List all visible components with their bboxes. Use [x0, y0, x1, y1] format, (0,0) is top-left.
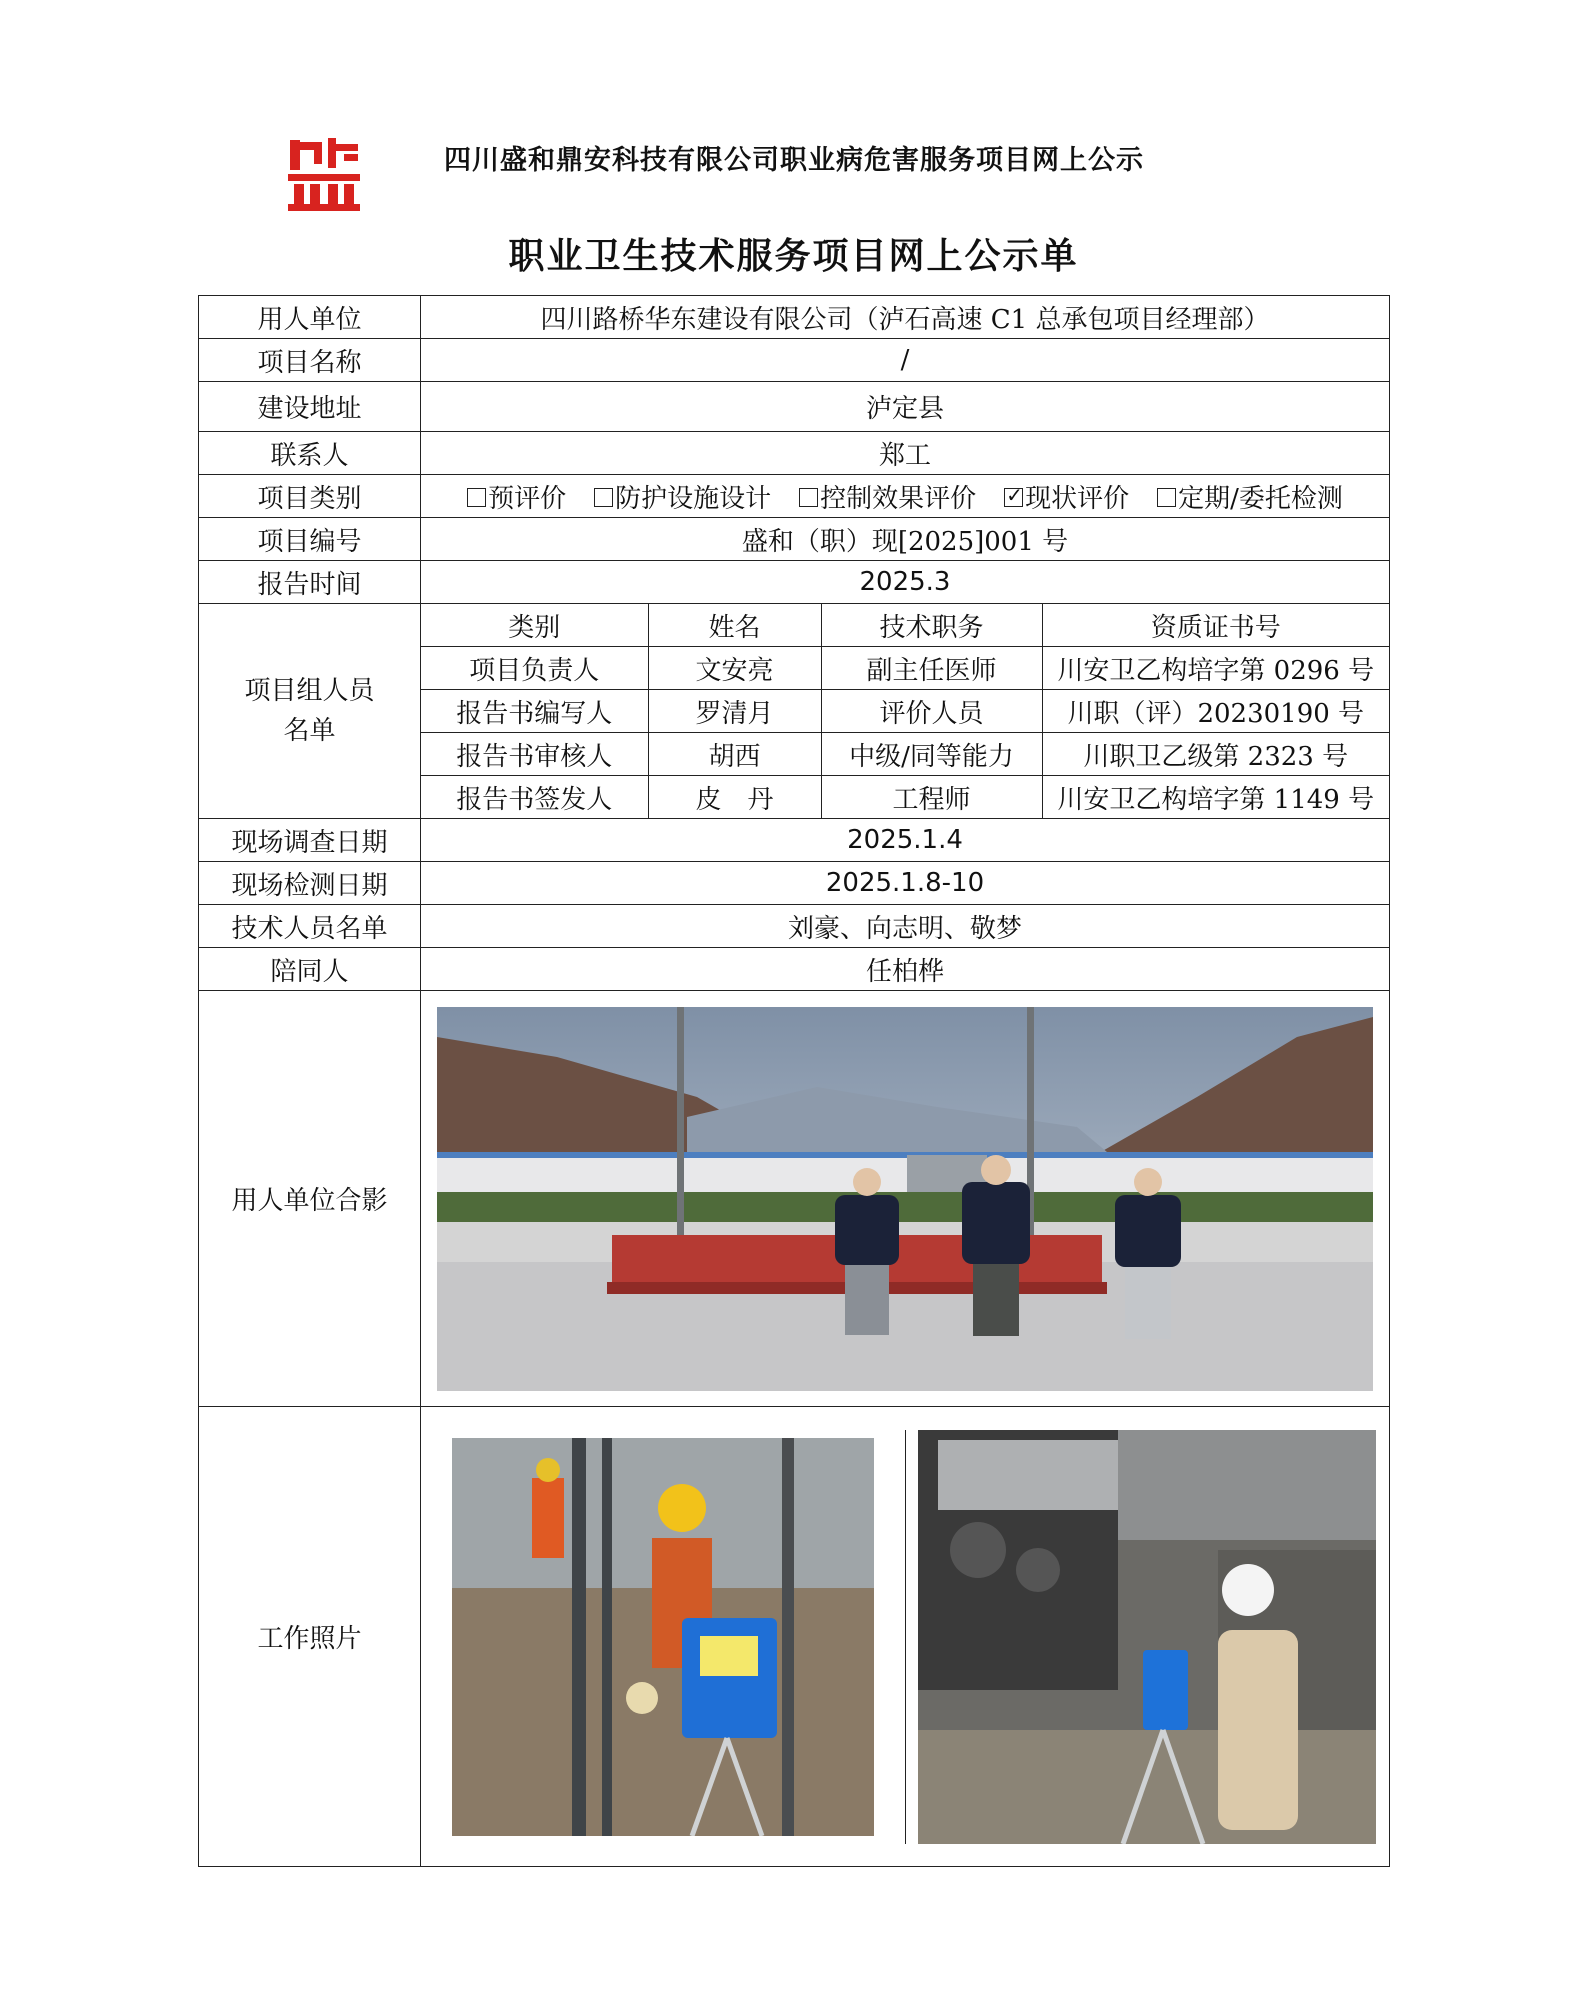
employer-label: 用人单位 — [199, 296, 421, 339]
team-cell: 文安亮 — [648, 647, 821, 690]
work-photo-tunnel-cell — [906, 1430, 1390, 1844]
organization-title: 四川盛和鼎安科技有限公司职业病危害服务项目网上公示 — [444, 145, 1144, 176]
checkbox-icon — [467, 488, 486, 507]
team-cell: 胡西 — [648, 733, 821, 776]
team-cell: 报告书审核人 — [421, 733, 648, 776]
work-photo-cell — [421, 1407, 1390, 1867]
shenghe-seal-logo-icon — [284, 134, 364, 214]
team-table-cell — [421, 604, 1390, 819]
team-row — [421, 647, 1389, 690]
team-cell: 川职卫乙级第 2323 号 — [1042, 733, 1389, 776]
category-option-status-evaluation[interactable]: ✓ 现状评价 — [1004, 478, 1129, 515]
category-options — [421, 475, 1390, 518]
team-cell: 皮 丹 — [648, 776, 821, 819]
work-photo-welding-cell — [421, 1430, 906, 1844]
team-header: 类别 — [421, 604, 648, 647]
team-row — [421, 776, 1389, 819]
team-table — [421, 604, 1389, 818]
report-time-label: 报告时间 — [199, 561, 421, 604]
escort-value: 任柏桦 — [421, 948, 1390, 991]
team-cell: 副主任医师 — [821, 647, 1042, 690]
tech-staff-label: 技术人员名单 — [199, 905, 421, 948]
contact-label: 联系人 — [199, 432, 421, 475]
team-label-text: 项目组人员名单 — [244, 676, 375, 746]
project-name-label: 项目名称 — [199, 339, 421, 382]
team-cell: 工程师 — [821, 776, 1042, 819]
category-option-protection-design[interactable]: 防护设施设计 — [594, 478, 771, 515]
checkbox-icon — [1157, 488, 1176, 507]
company-logo — [284, 134, 364, 214]
escort-label: 陪同人 — [199, 948, 421, 991]
team-row — [421, 690, 1389, 733]
publicity-form-table — [198, 295, 1390, 1867]
team-cell: 川安卫乙构培字第 1149 号 — [1042, 776, 1389, 819]
project-number-value: 盛和（职）现[2025]001 号 — [421, 518, 1390, 561]
group-photo-cell — [421, 991, 1390, 1407]
team-row — [421, 733, 1389, 776]
contact-value: 郑工 — [421, 432, 1390, 475]
group-photo-label: 用人单位合影 — [199, 991, 421, 1407]
work-photo-tunnel — [918, 1430, 1376, 1844]
team-cell: 报告书签发人 — [421, 776, 648, 819]
team-cell: 中级/同等能力 — [821, 733, 1042, 776]
address-value: 泸定县 — [421, 382, 1390, 432]
team-cell: 报告书编写人 — [421, 690, 648, 733]
team-header: 资质证书号 — [1042, 604, 1389, 647]
employer-value: 四川路桥华东建设有限公司（泸石高速 C1 总承包项目经理部） — [421, 296, 1390, 339]
project-name-value: / — [421, 339, 1390, 382]
team-header: 姓名 — [648, 604, 821, 647]
team-cell: 川安卫乙构培字第 0296 号 — [1042, 647, 1389, 690]
work-photo-label: 工作照片 — [199, 1407, 421, 1867]
work-photo-welding — [452, 1438, 874, 1836]
category-option-periodic-testing[interactable]: 定期/委托检测 — [1157, 478, 1343, 515]
report-time-value: 2025.3 — [421, 561, 1390, 604]
test-date-value: 2025.1.8-10 — [421, 862, 1390, 905]
form-title: 职业卫生技术服务项目网上公示单 — [508, 235, 1079, 277]
address-label: 建设地址 — [199, 382, 421, 432]
survey-date-label: 现场调查日期 — [199, 819, 421, 862]
team-cell: 川职（评）20230190 号 — [1042, 690, 1389, 733]
checkbox-icon — [594, 488, 613, 507]
category-label: 项目类别 — [199, 475, 421, 518]
category-option-pre-evaluation[interactable]: 预评价 — [467, 478, 566, 515]
team-cell: 项目负责人 — [421, 647, 648, 690]
work-photos — [421, 1430, 1389, 1844]
project-number-label: 项目编号 — [199, 518, 421, 561]
test-date-label: 现场检测日期 — [199, 862, 421, 905]
team-cell: 评价人员 — [821, 690, 1042, 733]
checkbox-icon — [799, 488, 818, 507]
survey-date-value: 2025.1.4 — [421, 819, 1390, 862]
group-photo — [437, 1007, 1373, 1391]
team-label — [199, 604, 421, 819]
team-header-row — [421, 604, 1389, 647]
checkbox-checked-icon — [1004, 488, 1023, 507]
tech-staff-value: 刘豪、向志明、敬梦 — [421, 905, 1390, 948]
category-option-control-effect[interactable]: 控制效果评价 — [799, 478, 976, 515]
team-header: 技术职务 — [821, 604, 1042, 647]
team-cell: 罗清月 — [648, 690, 821, 733]
